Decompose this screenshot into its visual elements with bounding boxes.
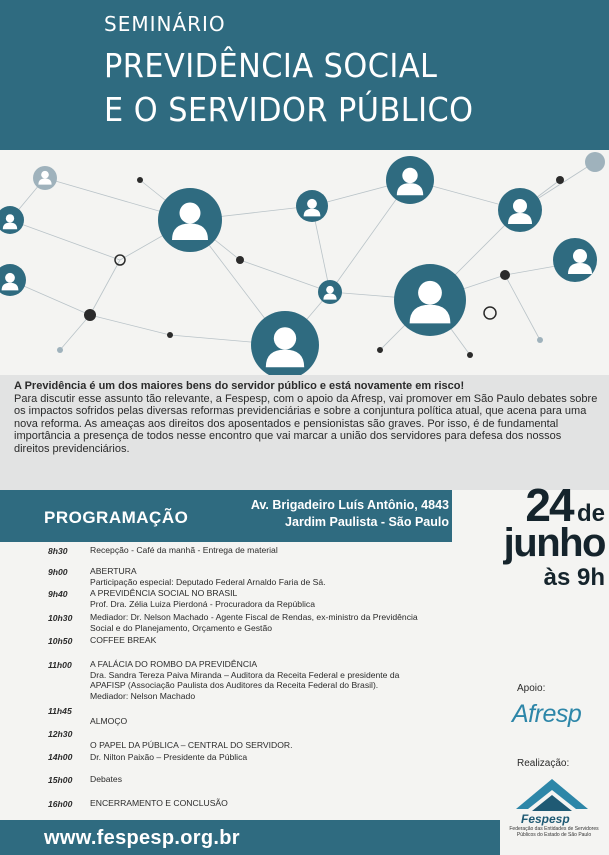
schedule-line: A PREVIDÊNCIA SOCIAL NO BRASIL — [90, 588, 238, 598]
schedule-item — [90, 774, 435, 785]
intro-lead: A Previdência é um dos maiores bens do servidor público e está novamente em risco! — [14, 380, 465, 392]
apoio-label: Apoio: — [517, 683, 546, 694]
schedule-time: 14h00 — [48, 752, 73, 762]
schedule-line: Social e do Planejamento, Orçamento e Gestão — [90, 622, 273, 633]
schedule-item — [90, 798, 435, 809]
date-time: às 9h — [543, 564, 605, 591]
intro-body: Para discutir esse assunto tão relevante, a Fespesp, com o apoio da Afresp, vai promover em São Paulo debates sobre os impactos sofridos pelas diversas reformas previdenciárias e sobre a conjuntura política atual, que acena para uma nova reforma. As ameaças aos direitos dos aposentados e pensionistas são graves. Por isso, é de fundamental importância a presença de todos nesse encontro que vai marcar a união dos servidores para defesa dos nossos direitos previdenciários. — [14, 392, 598, 455]
schedule-line: Prof. Dra. Zélia Luiza Pierdoná - Procuradora da República — [90, 598, 315, 609]
schedule-line: ENCERRAMENTO E CONCLUSÃO — [90, 798, 228, 808]
date-month: junho — [503, 521, 605, 565]
schedule-line: Dra. Sandra Tereza Paiva Miranda – Auditora da Receita Federal e presidente da — [90, 669, 400, 680]
schedule-line: A FALÁCIA DO ROMBO DA PREVIDÊNCIA — [90, 659, 258, 669]
schedule-time: 15h00 — [48, 775, 73, 785]
schedule-time: 16h00 — [48, 799, 73, 809]
event-title — [104, 44, 474, 132]
schedule-time: 11h45 — [48, 706, 72, 716]
schedule-line: O PAPEL DA PÚBLICA – CENTRAL DO SERVIDOR. — [90, 740, 293, 750]
schedule-item — [90, 740, 435, 751]
schedule-line: Debates — [90, 774, 123, 784]
date-day: 24 — [525, 479, 573, 531]
event-address — [189, 497, 449, 531]
afresp-logo: Afresp — [512, 700, 582, 728]
schedule-item — [90, 716, 435, 727]
schedule-time: 9h00 — [48, 567, 68, 577]
schedule-line: APAFISP (Associação Paulista dos Auditores da Receita Federal do Brasil). — [90, 680, 379, 690]
schedule-item — [90, 612, 435, 633]
website-link[interactable]: www.fespesp.org.br — [44, 827, 240, 849]
fespesp-logo-icon — [512, 775, 592, 815]
event-date — [460, 478, 605, 592]
event-kicker: SEMINÁRIO — [104, 12, 226, 36]
schedule-item — [90, 635, 435, 646]
schedule-time: 11h00 — [48, 660, 72, 670]
schedule-line: Mediador: Nelson Machado — [90, 690, 196, 701]
schedule-line: COFFEE BREAK — [90, 635, 157, 645]
schedule-time: 8h30 — [48, 546, 68, 556]
network-nodes — [0, 152, 605, 375]
schedule-time: 10h30 — [48, 613, 73, 623]
schedule-item — [90, 588, 435, 609]
title-line-2: E O SERVIDOR PÚBLICO — [104, 90, 474, 129]
date-de: de — [576, 500, 605, 527]
schedule-line: Dr. Nilton Paixão – Presidente da Pública — [90, 752, 248, 762]
schedule-time: 12h30 — [48, 729, 73, 739]
address-line-1: Av. Brigadeiro Luís Antônio, 4843 — [250, 498, 449, 512]
schedule-line: ALMOÇO — [90, 716, 128, 726]
fespesp-name: Fespesp — [521, 812, 570, 826]
schedule-item — [90, 659, 435, 701]
address-line-2: Jardim Paulista - São Paulo — [285, 515, 449, 529]
schedule-item — [90, 566, 435, 587]
programacao-title: PROGRAMAÇÃO — [44, 508, 189, 527]
realizacao-label: Realização: — [517, 758, 570, 769]
fespesp-subtitle: Federação das Entidades de Servidores Públicos do Estado de São Paulo — [509, 826, 599, 838]
title-line-1: PREVIDÊNCIA SOCIAL — [104, 46, 438, 85]
schedule-line: Mediador: Dr. Nelson Machado - Agente Fiscal de Rendas, ex-ministro da Previdência — [90, 612, 418, 622]
schedule-time: 9h40 — [48, 589, 68, 599]
header-banner — [0, 0, 609, 150]
schedule-line: ABERTURA — [90, 566, 137, 576]
network-illustration — [0, 150, 609, 375]
schedule-item — [90, 752, 435, 763]
schedule-line: Participação especial: Deputado Federal Arnaldo Faria de Sá. — [90, 576, 326, 587]
schedule-time: 10h50 — [48, 636, 73, 646]
schedule-item — [90, 545, 435, 556]
intro-text — [14, 380, 598, 456]
schedule-line: Recepção - Café da manhã - Entrega de material — [90, 545, 278, 555]
